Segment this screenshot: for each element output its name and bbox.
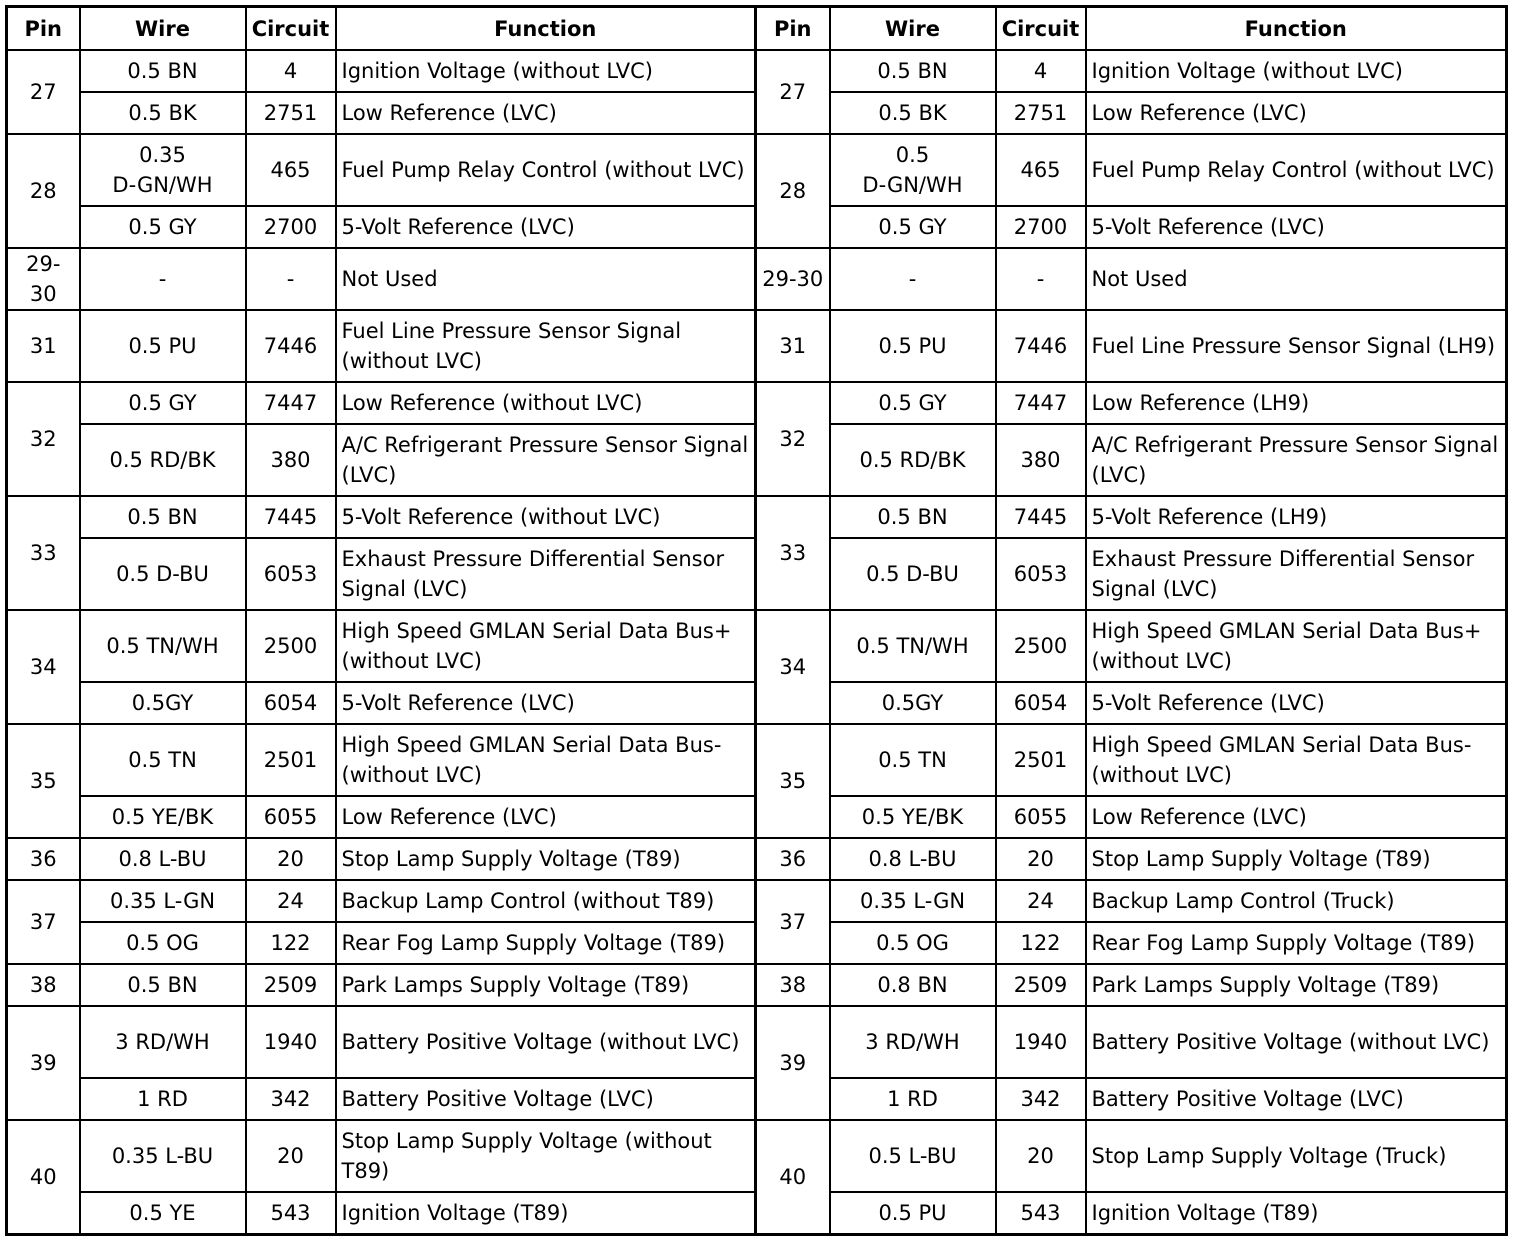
function-cell: Stop Lamp Supply Voltage (T89): [1086, 838, 1507, 880]
circuit-cell: 7446: [246, 310, 336, 382]
function-cell: Stop Lamp Supply Voltage (T89): [336, 838, 756, 880]
function-cell: Low Reference (LH9): [1086, 382, 1507, 424]
circuit-cell: -: [996, 248, 1086, 310]
circuit-cell: 2500: [996, 610, 1086, 682]
table-row: [7, 838, 1507, 880]
function-cell: Low Reference (without LVC): [336, 382, 756, 424]
wire-cell: 0.8 L-BU: [80, 838, 246, 880]
wire-cell: 0.5 D-BU: [80, 538, 246, 610]
circuit-cell: 7447: [246, 382, 336, 424]
pin-cell: 36: [756, 838, 830, 880]
circuit-cell: 543: [996, 1192, 1086, 1235]
circuit-cell: 6054: [246, 682, 336, 724]
circuit-cell: 6053: [246, 538, 336, 610]
circuit-cell: 1940: [246, 1006, 336, 1078]
function-cell: Battery Positive Voltage (LVC): [1086, 1078, 1507, 1120]
function-cell: Battery Positive Voltage (LVC): [336, 1078, 756, 1120]
table-row: [7, 496, 1507, 538]
wire-cell: 0.5 TN: [80, 724, 246, 796]
circuit-cell: 7445: [246, 496, 336, 538]
pin-cell: 28: [756, 134, 830, 248]
table-row: [7, 310, 1507, 382]
wire-cell: 0.5 PU: [830, 310, 996, 382]
function-cell: Park Lamps Supply Voltage (T89): [1086, 964, 1507, 1006]
function-cell: Park Lamps Supply Voltage (T89): [336, 964, 756, 1006]
function-cell: High Speed GMLAN Serial Data Bus+ (without LVC): [1086, 610, 1507, 682]
function-cell: Battery Positive Voltage (without LVC): [336, 1006, 756, 1078]
table-row: [7, 134, 1507, 206]
wire-cell: 0.5 PU: [80, 310, 246, 382]
pin-cell: 37: [7, 880, 80, 964]
circuit-cell: 20: [996, 1120, 1086, 1192]
wire-cell: -: [80, 248, 246, 310]
connector-pinout-sheet: [5, 5, 1508, 1236]
function-cell: Low Reference (LVC): [336, 796, 756, 838]
header-function-left: Function: [336, 7, 756, 51]
wire-cell: 0.8 L-BU: [830, 838, 996, 880]
circuit-cell: 6055: [996, 796, 1086, 838]
circuit-cell: 543: [246, 1192, 336, 1235]
wire-cell: 0.5 BN: [830, 50, 996, 92]
circuit-cell: 20: [996, 838, 1086, 880]
function-cell: A/C Refrigerant Pressure Sensor Signal (LVC): [1086, 424, 1507, 496]
pin-cell: 29-30: [756, 248, 830, 310]
function-cell: Stop Lamp Supply Voltage (without T89): [336, 1120, 756, 1192]
pin-cell: 28: [7, 134, 80, 248]
pin-cell: 35: [756, 724, 830, 838]
wire-cell: 0.5 OG: [80, 922, 246, 964]
header-wire-right: Wire: [830, 7, 996, 51]
wire-cell: 0.5 TN: [830, 724, 996, 796]
pin-cell: 38: [756, 964, 830, 1006]
pinout-table: [5, 5, 1508, 1236]
circuit-cell: 4: [996, 50, 1086, 92]
wire-cell: 0.5 PU: [830, 1192, 996, 1235]
pin-cell: 35: [7, 724, 80, 838]
circuit-cell: 7445: [996, 496, 1086, 538]
function-cell: Not Used: [336, 248, 756, 310]
circuit-cell: -: [246, 248, 336, 310]
function-cell: Backup Lamp Control (without T89): [336, 880, 756, 922]
wire-cell: 0.5 BN: [80, 964, 246, 1006]
pin-cell: 38: [7, 964, 80, 1006]
circuit-cell: 122: [246, 922, 336, 964]
wire-cell: 0.5 BK: [80, 92, 246, 134]
circuit-cell: 20: [246, 1120, 336, 1192]
wire-cell: 3 RD/WH: [80, 1006, 246, 1078]
wire-cell: 0.5 YE/BK: [80, 796, 246, 838]
table-row: [7, 382, 1507, 424]
pin-cell: 32: [7, 382, 80, 496]
pin-cell: 27: [7, 50, 80, 134]
function-cell: Stop Lamp Supply Voltage (Truck): [1086, 1120, 1507, 1192]
function-cell: Battery Positive Voltage (without LVC): [1086, 1006, 1507, 1078]
wire-cell: 0.5 BN: [80, 496, 246, 538]
circuit-cell: 6054: [996, 682, 1086, 724]
wire-cell: 0.5GY: [830, 682, 996, 724]
circuit-cell: 2501: [996, 724, 1086, 796]
wire-cell: 0.5 L-BU: [830, 1120, 996, 1192]
function-cell: Low Reference (LVC): [1086, 92, 1507, 134]
circuit-cell: 465: [246, 134, 336, 206]
circuit-cell: 1940: [996, 1006, 1086, 1078]
wire-cell: 0.5 YE: [80, 1192, 246, 1235]
table-row: [7, 610, 1507, 682]
pin-cell: 37: [756, 880, 830, 964]
circuit-cell: 2700: [246, 206, 336, 248]
function-cell: 5-Volt Reference (LVC): [336, 206, 756, 248]
circuit-cell: 24: [996, 880, 1086, 922]
pinout-body: [7, 50, 1507, 1235]
wire-cell: -: [830, 248, 996, 310]
wire-cell: 0.8 BN: [830, 964, 996, 1006]
pin-cell: 34: [7, 610, 80, 724]
function-cell: Rear Fog Lamp Supply Voltage (T89): [1086, 922, 1507, 964]
circuit-cell: 380: [246, 424, 336, 496]
wire-cell: 0.5GY: [80, 682, 246, 724]
wire-cell: 0.5 GY: [830, 382, 996, 424]
header-row: [7, 7, 1507, 51]
wire-cell: 3 RD/WH: [830, 1006, 996, 1078]
circuit-cell: 122: [996, 922, 1086, 964]
header-circuit-right: Circuit: [996, 7, 1086, 51]
circuit-cell: 2501: [246, 724, 336, 796]
function-cell: Low Reference (LVC): [1086, 796, 1507, 838]
wire-cell: 0.5 GY: [80, 206, 246, 248]
wire-cell: 0.35 L-GN: [80, 880, 246, 922]
circuit-cell: 24: [246, 880, 336, 922]
circuit-cell: 4: [246, 50, 336, 92]
pin-cell: 27: [756, 50, 830, 134]
function-cell: 5-Volt Reference (LVC): [1086, 682, 1507, 724]
wire-cell: 0.5 YE/BK: [830, 796, 996, 838]
table-row: [7, 964, 1507, 1006]
pin-cell: 39: [7, 1006, 80, 1120]
pin-cell: 33: [756, 496, 830, 610]
wire-cell: 1 RD: [830, 1078, 996, 1120]
wire-cell: 0.5 GY: [830, 206, 996, 248]
wire-cell: 0.5 GY: [80, 382, 246, 424]
function-cell: Ignition Voltage (without LVC): [1086, 50, 1507, 92]
circuit-cell: 6055: [246, 796, 336, 838]
pin-cell: 33: [7, 496, 80, 610]
table-row: [7, 880, 1507, 922]
wire-cell: 0.35 D-GN/WH: [80, 134, 246, 206]
function-cell: Exhaust Pressure Differential Sensor Signal (LVC): [1086, 538, 1507, 610]
pin-cell: 29-30: [7, 248, 80, 310]
circuit-cell: 7447: [996, 382, 1086, 424]
wire-cell: 0.5 OG: [830, 922, 996, 964]
wire-cell: 0.5 TN/WH: [80, 610, 246, 682]
header-circuit-left: Circuit: [246, 7, 336, 51]
wire-cell: 0.5 RD/BK: [80, 424, 246, 496]
function-cell: A/C Refrigerant Pressure Sensor Signal (LVC): [336, 424, 756, 496]
table-row: [7, 1120, 1507, 1192]
circuit-cell: 2509: [246, 964, 336, 1006]
circuit-cell: 2509: [996, 964, 1086, 1006]
function-cell: Rear Fog Lamp Supply Voltage (T89): [336, 922, 756, 964]
function-cell: Fuel Pump Relay Control (without LVC): [336, 134, 756, 206]
table-row: [7, 50, 1507, 92]
circuit-cell: 20: [246, 838, 336, 880]
pin-cell: 40: [7, 1120, 80, 1235]
wire-cell: 0.35 L-GN: [830, 880, 996, 922]
circuit-cell: 6053: [996, 538, 1086, 610]
function-cell: Not Used: [1086, 248, 1507, 310]
function-cell: High Speed GMLAN Serial Data Bus- (without LVC): [1086, 724, 1507, 796]
wire-cell: 0.35 L-BU: [80, 1120, 246, 1192]
wire-cell: 0.5 BK: [830, 92, 996, 134]
circuit-cell: 2500: [246, 610, 336, 682]
function-cell: Ignition Voltage (T89): [336, 1192, 756, 1235]
function-cell: Backup Lamp Control (Truck): [1086, 880, 1507, 922]
circuit-cell: 342: [246, 1078, 336, 1120]
pin-cell: 36: [7, 838, 80, 880]
function-cell: High Speed GMLAN Serial Data Bus+ (without LVC): [336, 610, 756, 682]
wire-cell: 0.5 D-BU: [830, 538, 996, 610]
function-cell: 5-Volt Reference (LVC): [336, 682, 756, 724]
circuit-cell: 2751: [996, 92, 1086, 134]
pin-cell: 39: [756, 1006, 830, 1120]
wire-cell: 0.5 D-GN/WH: [830, 134, 996, 206]
header-pin-right: Pin: [756, 7, 830, 51]
pin-cell: 34: [756, 610, 830, 724]
table-row: [7, 248, 1507, 310]
pin-cell: 31: [756, 310, 830, 382]
wire-cell: 0.5 BN: [830, 496, 996, 538]
circuit-cell: 465: [996, 134, 1086, 206]
header-function-right: Function: [1086, 7, 1507, 51]
pin-cell: 40: [756, 1120, 830, 1235]
table-row: [7, 724, 1507, 796]
circuit-cell: 2700: [996, 206, 1086, 248]
function-cell: Fuel Pump Relay Control (without LVC): [1086, 134, 1507, 206]
circuit-cell: 380: [996, 424, 1086, 496]
header-pin-left: Pin: [7, 7, 80, 51]
function-cell: Ignition Voltage (T89): [1086, 1192, 1507, 1235]
circuit-cell: 342: [996, 1078, 1086, 1120]
function-cell: Ignition Voltage (without LVC): [336, 50, 756, 92]
pin-cell: 31: [7, 310, 80, 382]
function-cell: 5-Volt Reference (without LVC): [336, 496, 756, 538]
function-cell: High Speed GMLAN Serial Data Bus- (without LVC): [336, 724, 756, 796]
wire-cell: 0.5 BN: [80, 50, 246, 92]
function-cell: 5-Volt Reference (LH9): [1086, 496, 1507, 538]
function-cell: Exhaust Pressure Differential Sensor Signal (LVC): [336, 538, 756, 610]
wire-cell: 0.5 RD/BK: [830, 424, 996, 496]
table-row: [7, 1006, 1507, 1078]
circuit-cell: 7446: [996, 310, 1086, 382]
wire-cell: 1 RD: [80, 1078, 246, 1120]
pin-cell: 32: [756, 382, 830, 496]
wire-cell: 0.5 TN/WH: [830, 610, 996, 682]
circuit-cell: 2751: [246, 92, 336, 134]
function-cell: Fuel Line Pressure Sensor Signal (without LVC): [336, 310, 756, 382]
function-cell: Low Reference (LVC): [336, 92, 756, 134]
header-wire-left: Wire: [80, 7, 246, 51]
function-cell: 5-Volt Reference (LVC): [1086, 206, 1507, 248]
function-cell: Fuel Line Pressure Sensor Signal (LH9): [1086, 310, 1507, 382]
